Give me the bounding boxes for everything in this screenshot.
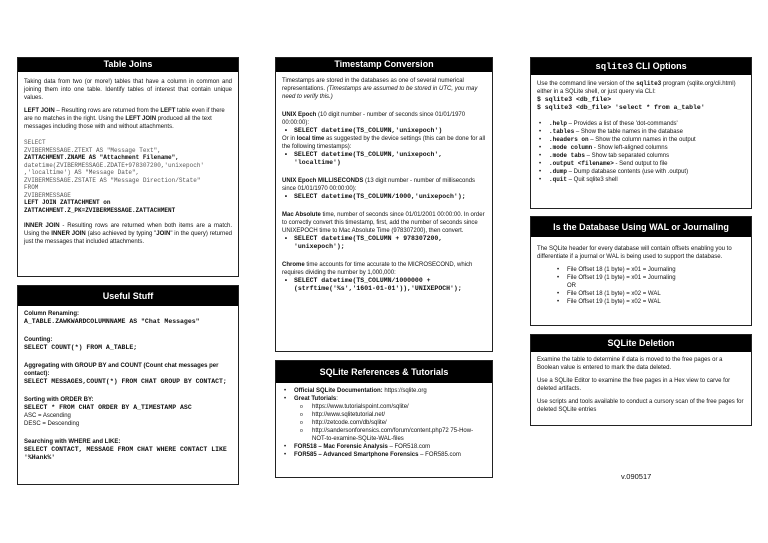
inner-join-text: INNER JOIN - Resulting rows are returned when both items are a match. Using the INNER JOIN (also achieved by typing "JOIN" in the query) returned just the messages that included attachments. [24, 223, 233, 245]
wal-offset-item: • File Offset 18 (1 byte) = x01 = Journaling [555, 266, 745, 274]
local-time-text: Or in local time as suggested by the device settings (this can be done for all the following timestamps): [282, 136, 486, 150]
ms-text: UNIX Epoch MILLISECONDS (13 digit number - number of milliseconds since 01/01/1970 00:00:00): [282, 178, 476, 192]
tutorial-link[interactable]: o http://sandersonforensics.com/forum/content.php72 75-How-NOT-to-examine-SQLite-WAL-files [282, 427, 486, 443]
cli-command: $ sqlite3 <db_file> 'select * from a_table' [537, 104, 705, 111]
course-item[interactable]: • FOR518 – Mac Forensic Analysis – FOR518.com [282, 443, 486, 451]
timestamp-intro: Timestamps are stored in the databases as one of several numerical representations. (Timestamps are assumed to be stored in UTC, you may need to verify this.) [282, 78, 478, 100]
table-joins-panel [17, 57, 239, 277]
left-join-text: LEFT JOIN – Resulting rows are returned from the LEFT table even if there are no matches in the right. Using the LEFT JOIN produced all the text messages including those with and without attachments. [24, 108, 225, 130]
useful-item: Column Renaming: A_TABLE.ZAWKWARDCOLUMNNAME AS "Chat Messages" [24, 311, 200, 325]
deletion-title: SQLite Deletion [531, 335, 751, 352]
wal-offset-item: • File Offset 19 (1 byte) = x02 = WAL [555, 298, 745, 306]
cli-option: • .headers on – Show the column names in the output [537, 136, 745, 144]
cli-command: $ sqlite3 <db_file> [537, 96, 612, 103]
cli-title: sqlite3 CLI Options [531, 58, 751, 75]
wal-offset-item: • File Offset 18 (1 byte) = x02 = WAL [555, 290, 745, 298]
deletion-paragraph: Examine the table to determine if data is moved to the free pages or a Boolean value is entered to mark the data deleted. [537, 357, 723, 371]
references-title: SQLite References & Tutorials [276, 361, 492, 383]
useful-item: Searching with WHERE and LIKE: SELECT CONTACT, MESSAGE FROM CHAT WHERE CONTACT LIKE '%Hank%' [24, 439, 227, 461]
wal-intro: The SQLite header for every database will contain offsets enabling you to differentiate if a journal or WAL is being used to support the database. [537, 246, 732, 260]
cli-option: • .mode tabs – Show tab separated columns [537, 152, 745, 160]
cli-option: • .tables – Show the table names in the database [537, 128, 745, 136]
tutorials-item: • Great Tutorials: [282, 395, 486, 403]
table-joins-title: Table Joins [18, 58, 238, 72]
version-label: v.090517 [621, 472, 652, 481]
cli-option: • .dump – Dump database contents (use with .output) [537, 168, 745, 176]
tutorial-link[interactable]: o https://www.tutorialspoint.com/sqlite/ [282, 403, 486, 411]
deletion-panel [530, 334, 752, 426]
useful-item: Aggregating with GROUP BY and COUNT (Count chat messages per contact): SELECT MESSAGES,COUNT(*) FROM CHAT GROUP BY CONTACT; [24, 363, 227, 385]
cli-option: • .quit – Quit sqlite3 shell [537, 176, 745, 184]
wal-offset-item: • File Offset 19 (1 byte) = x01 = Journaling [555, 274, 745, 282]
mac-code: • SELECT datetime(TS_COLUMN + 978307200, 'unixepoch'); [282, 235, 486, 251]
mac-text: Mac Absolute time, number of seconds since 01/01/2001 00:00:00. In order to correctly convert this timestamp, first, add the number of seconds since UNIXEPOCH time to Mac Absolute Time (978307200), then convert. [282, 212, 485, 234]
unix-epoch-text: UNIX Epoch (10 digit number - number of seconds since 01/01/1970 00:00:00): [282, 112, 466, 126]
table-joins-intro: Taking data from two (or more!) tables that have a column in common and joining them into one table. Identify tables of interest that contain unique values. [24, 79, 232, 101]
deletion-paragraph: Use scripts and tools available to conduct a cursory scan of the free pages for deleted SQLite entries [537, 399, 744, 413]
tutorial-link[interactable]: o http://zetcode.com/db/sqlite/ [282, 419, 486, 427]
useful-item: Counting: SELECT COUNT(*) FROM A_TABLE; [24, 337, 138, 351]
useful-stuff-title: Useful Stuff [18, 286, 238, 306]
course-item[interactable]: • FOR585 – Advanced Smartphone Forensics – FOR585.com [282, 451, 486, 459]
tutorial-link[interactable]: o http://www.sqlitetutorial.net/ [282, 411, 486, 419]
unix-epoch-code: • SELECT datetime(TS_COLUMN,'unixepoch') [282, 127, 486, 135]
cli-option: • .mode column - Show left-aligned columns [537, 144, 745, 152]
wal-panel [530, 216, 752, 326]
cli-intro: Use the command line version of the sqlite3 program (sqlite.org/cli.html) either in a SQLite shell, or just query via CLI: [537, 80, 736, 95]
references-panel [275, 360, 493, 478]
cli-panel [530, 57, 752, 209]
doc-link-item[interactable]: • Official SQLite Documentation: https://sqlite.org [282, 387, 486, 395]
local-time-code: • SELECT datetime(TS_COLUMN,'unixepoch', 'localtime') [282, 151, 486, 167]
left-join-code: SELECT ZVIBERMESSAGE.ZTEXT AS "Message Text", ZATTACHMENT.ZNAME AS "Attachment Filename", datetime(ZVIBERMESSAGE.ZDATE+978307200,'unixepoch' ,'localtime') AS "Message Date", ZVIBERMESSAGE.ZSTATE AS "Message Direction/State" FROM ZVIBERMESSAGE LEFT JOIN ZATTACHMENT on ZATTACHMENT.Z_PK=ZVIBERMESSAGE.ZATTACHMENT [24, 139, 205, 214]
wal-or: OR [567, 283, 576, 289]
cli-option: • .help – Provides a list of these 'dot-commands' [537, 120, 745, 128]
useful-stuff-panel [17, 285, 239, 485]
cli-option: • .output <filename> - Send output to file [537, 160, 745, 168]
useful-item: Sorting with ORDER BY: SELECT * FROM CHAT ORDER BY A_TIMESTAMP ASC ASC = Ascending DESC = Descending [24, 397, 192, 427]
chrome-text: Chrome time accounts for time accurate to the MICROSECOND, which requires dividing the number by 1,000,000: [282, 262, 473, 276]
ms-code: • SELECT datetime(TS_COLUMN/1000,'unixepoch'); [282, 193, 486, 201]
timestamp-title: Timestamp Conversion [276, 58, 492, 72]
timestamp-panel [275, 57, 493, 352]
deletion-paragraph: Use a SQLite Editor to examine the free pages in a Hex view to carve for deleted artifacts. [537, 378, 731, 392]
wal-title: Is the Database Using WAL or Journaling [531, 217, 751, 237]
chrome-code: • SELECT datetime(TS_COLUMN/1000000 + (strftime('%s','1601-01-01')),'UNIXEPOCH'); [282, 277, 486, 293]
